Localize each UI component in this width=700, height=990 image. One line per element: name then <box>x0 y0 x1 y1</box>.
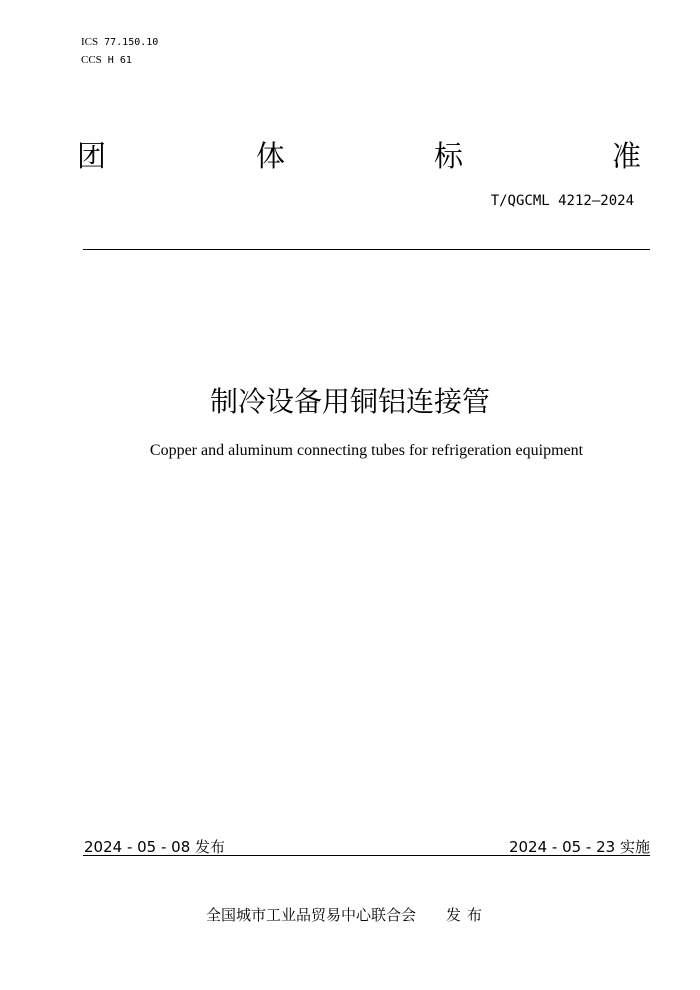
issue-label: 发布 <box>195 838 226 856</box>
publisher-line <box>206 904 488 925</box>
implementation-date-line <box>509 836 650 857</box>
standard-kind-char-1: 团 <box>77 139 107 173</box>
publisher-name: 全国城市工业品贸易中心联合会 <box>206 906 417 924</box>
ics-code: 77.150.10 <box>104 37 159 48</box>
header-divider <box>83 249 650 250</box>
issue-date-line <box>84 836 225 857</box>
ics-classification <box>81 36 158 48</box>
ccs-label: CCS <box>81 54 102 66</box>
document-title-cn: 制冷设备用铜铝连接管 <box>209 385 490 418</box>
standard-kind-char-3: 标 <box>434 139 464 173</box>
issue-date: 2024 - 05 - 08 <box>84 838 191 856</box>
ccs-classification <box>81 54 132 66</box>
ccs-code: H 61 <box>107 55 132 66</box>
implementation-label: 实施 <box>619 838 650 856</box>
standard-number: T/QGCML 4212—2024 <box>490 193 634 209</box>
footer-divider <box>83 855 650 856</box>
standard-kind-char-4: 准 <box>612 139 642 173</box>
ics-label: ICS <box>81 36 99 48</box>
standard-kind-char-2: 体 <box>256 139 286 173</box>
implementation-date: 2024 - 05 - 23 <box>508 838 616 856</box>
publisher-action: 发布 <box>446 906 489 924</box>
document-title-en: Copper and aluminum connecting tubes for refrigeration equipment <box>149 442 584 459</box>
